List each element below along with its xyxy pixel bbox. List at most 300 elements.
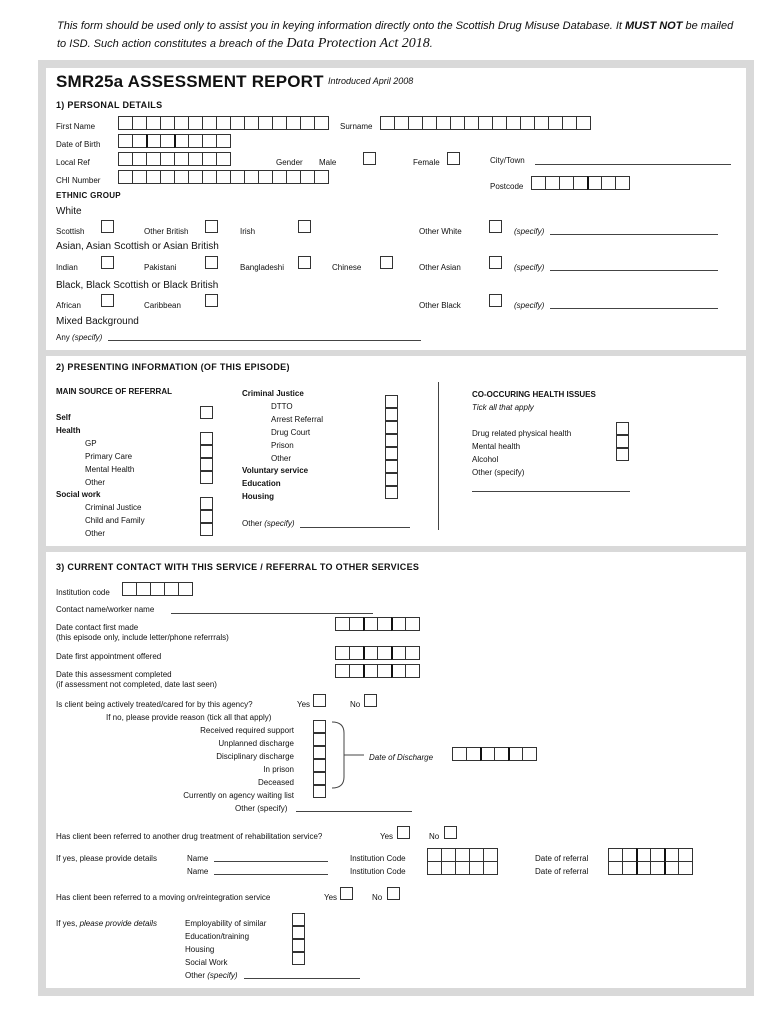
char-box[interactable]: [441, 848, 456, 862]
education-training-checkbox[interactable]: [292, 926, 305, 939]
city-label: City/Town: [490, 156, 525, 165]
char-box[interactable]: [450, 116, 465, 130]
char-box[interactable]: [244, 170, 259, 184]
referred-no-checkbox[interactable]: [444, 826, 457, 839]
char-box[interactable]: [174, 152, 189, 166]
char-box[interactable]: [136, 582, 151, 596]
date-referral1-field[interactable]: [608, 848, 693, 862]
pakistani-label: Pakistani: [144, 263, 177, 272]
char-box[interactable]: [650, 848, 665, 862]
char-box[interactable]: [678, 848, 693, 862]
assess-date-field[interactable]: [335, 664, 420, 678]
name2-label: Name: [187, 867, 209, 876]
dtto-checkbox[interactable]: [385, 395, 398, 408]
section-heading-presenting: 2) PRESENTING INFORMATION (OF THIS EPISODE): [56, 362, 290, 372]
other-specify-line[interactable]: [300, 527, 410, 528]
dob-field[interactable]: [118, 134, 231, 148]
inst-code2-label: Institution Code: [350, 867, 406, 876]
char-box[interactable]: [650, 861, 665, 875]
mixed-heading: Mixed Background: [56, 316, 139, 327]
asian-heading: Asian, Asian Scottish or Asian British: [56, 241, 219, 252]
char-box[interactable]: [380, 116, 395, 130]
reason-other-label: Other (specify): [235, 804, 288, 813]
indian-checkbox[interactable]: [101, 256, 114, 269]
inst-code1-label: Institution Code: [350, 854, 406, 863]
waiting-label: Currently on agency waiting list: [183, 791, 294, 800]
date-referral1-label: Date of referral: [535, 854, 589, 863]
char-box[interactable]: [174, 170, 189, 184]
social-work-label: Social work: [56, 490, 101, 499]
char-box[interactable]: [576, 116, 591, 130]
discharge-bracket: [330, 721, 370, 791]
char-box[interactable]: [349, 664, 364, 678]
char-box[interactable]: [587, 176, 602, 190]
self-label: Self: [56, 413, 71, 422]
char-box[interactable]: [559, 176, 574, 190]
moving-social-work-checkbox[interactable]: [292, 952, 305, 965]
male-checkbox[interactable]: [363, 152, 376, 165]
inst-code2-field[interactable]: [427, 861, 498, 875]
education-checkbox[interactable]: [385, 473, 398, 486]
char-box[interactable]: [664, 861, 679, 875]
char-box[interactable]: [146, 170, 161, 184]
char-box[interactable]: [216, 170, 231, 184]
char-box[interactable]: [391, 664, 406, 678]
char-box[interactable]: [391, 617, 406, 631]
voluntary-checkbox[interactable]: [385, 460, 398, 473]
prison-checkbox[interactable]: [385, 434, 398, 447]
if-yes-label: If yes, please provide details: [56, 854, 157, 863]
referred-no-label: No: [429, 832, 440, 841]
date-referral2-field[interactable]: [608, 861, 693, 875]
gp-checkbox[interactable]: [200, 432, 213, 445]
char-box[interactable]: [160, 170, 175, 184]
char-box[interactable]: [636, 848, 651, 862]
char-box[interactable]: [146, 116, 161, 130]
other-black-specify-label: (specify): [514, 301, 545, 310]
surname-label: Surname: [340, 122, 373, 131]
char-box[interactable]: [391, 646, 406, 660]
char-box[interactable]: [272, 116, 287, 130]
char-box[interactable]: [478, 116, 493, 130]
char-box[interactable]: [664, 848, 679, 862]
moving-yes-label: Yes: [324, 893, 338, 902]
char-box[interactable]: [427, 861, 442, 875]
dtto-label: DTTO: [271, 402, 293, 411]
self-checkbox[interactable]: [200, 406, 213, 419]
housing-label: Housing: [242, 492, 274, 501]
co-mental-label: Mental health: [472, 442, 521, 451]
char-box[interactable]: [506, 116, 521, 130]
char-box[interactable]: [122, 582, 137, 596]
char-box[interactable]: [118, 170, 133, 184]
alcohol-checkbox[interactable]: [616, 448, 629, 461]
char-box[interactable]: [286, 170, 301, 184]
char-box[interactable]: [118, 152, 133, 166]
indian-label: Indian: [56, 263, 78, 272]
unplanned-checkbox[interactable]: [313, 733, 326, 746]
drug-court-checkbox[interactable]: [385, 421, 398, 434]
char-box[interactable]: [202, 152, 217, 166]
voluntary-label: Voluntary service: [242, 466, 309, 475]
char-box[interactable]: [118, 116, 133, 130]
char-box[interactable]: [405, 664, 420, 678]
health-other-label: Other: [85, 478, 106, 487]
contact-panel: [46, 552, 746, 988]
surname-field[interactable]: [380, 116, 591, 130]
if-no-label: If no, please provide reason (tick all that apply): [106, 713, 272, 722]
cj-other-checkbox[interactable]: [385, 447, 398, 460]
char-box[interactable]: [363, 617, 378, 631]
mixed-specify-line[interactable]: [108, 340, 421, 341]
primary-care-checkbox[interactable]: [200, 445, 213, 458]
postcode-field[interactable]: [531, 176, 630, 190]
char-box[interactable]: [601, 176, 616, 190]
name1-label: Name: [187, 854, 209, 863]
reason-other-line[interactable]: [296, 811, 412, 812]
actively-yes-label: Yes: [297, 700, 311, 709]
char-box[interactable]: [160, 116, 175, 130]
char-box[interactable]: [188, 170, 203, 184]
presenting-info-panel: [46, 356, 746, 546]
disciplinary-checkbox[interactable]: [313, 746, 326, 759]
introduced-date: Introduced April 2008: [328, 76, 414, 86]
char-box[interactable]: [436, 116, 451, 130]
char-box[interactable]: [469, 861, 484, 875]
child-family-label: Child and Family: [85, 516, 145, 525]
char-box[interactable]: [230, 170, 245, 184]
char-box[interactable]: [422, 116, 437, 130]
co-other-specify-line[interactable]: [472, 491, 630, 492]
scottish-label: Scottish: [56, 227, 85, 236]
moving-other-line[interactable]: [244, 978, 360, 979]
char-box[interactable]: [483, 861, 498, 875]
sw-criminal-justice-checkbox[interactable]: [200, 497, 213, 510]
education-label: Education: [242, 479, 281, 488]
other-white-checkbox[interactable]: [489, 220, 502, 233]
moving-housing-checkbox[interactable]: [292, 939, 305, 952]
female-label: Female: [413, 158, 440, 167]
ethnic-group-heading: ETHNIC GROUP: [56, 191, 121, 200]
char-box[interactable]: [132, 134, 147, 148]
char-box[interactable]: [335, 664, 350, 678]
actively-yes-checkbox[interactable]: [313, 694, 326, 707]
assess-note: (if assessment not completed, date last seen): [56, 680, 217, 689]
personal-details-panel: [46, 68, 746, 350]
deceased-label: Deceased: [257, 778, 294, 787]
white-heading: White: [56, 206, 82, 217]
chi-label: CHI Number: [56, 176, 101, 185]
char-box[interactable]: [405, 617, 420, 631]
char-box[interactable]: [300, 170, 315, 184]
first-appt-date-field[interactable]: [335, 646, 420, 660]
char-box[interactable]: [408, 116, 423, 130]
char-box[interactable]: [363, 646, 378, 660]
received-label: Received required support: [200, 726, 294, 735]
in-prison-checkbox[interactable]: [313, 759, 326, 772]
char-box[interactable]: [608, 861, 623, 875]
discharge-date-field[interactable]: [452, 747, 537, 761]
char-box[interactable]: [548, 116, 563, 130]
co-other-label: Other (specify): [472, 468, 525, 477]
drug-physical-label: Drug related physical health: [472, 429, 572, 438]
mental-health-label: Mental Health: [85, 465, 135, 474]
gp-label: GP: [85, 439, 97, 448]
main-source-heading: MAIN SOURCE OF REFERRAL: [56, 387, 172, 396]
char-box[interactable]: [452, 747, 467, 761]
criminal-justice-label: Criminal Justice: [242, 389, 304, 398]
if-yes2-label: If yes, please provide details: [56, 919, 157, 928]
char-box[interactable]: [146, 152, 161, 166]
char-box[interactable]: [531, 176, 546, 190]
other-black-specify-line[interactable]: [550, 308, 718, 309]
char-box[interactable]: [132, 116, 147, 130]
char-box[interactable]: [363, 664, 378, 678]
tick-all-note: Tick all that apply: [472, 403, 534, 412]
char-box[interactable]: [394, 116, 409, 130]
other-white-label: Other White: [419, 227, 462, 236]
char-box[interactable]: [562, 116, 577, 130]
char-box[interactable]: [455, 861, 470, 875]
employability-checkbox[interactable]: [292, 913, 305, 926]
first-made-date-field[interactable]: [335, 617, 420, 631]
employability-label: Employability of similar: [185, 919, 267, 928]
char-box[interactable]: [258, 116, 273, 130]
contact-name-label: Contact name/worker name: [56, 605, 155, 614]
char-box[interactable]: [146, 134, 161, 148]
char-box[interactable]: [202, 116, 217, 130]
other-asian-label: Other Asian: [419, 263, 461, 272]
referred-yes-label: Yes: [380, 832, 394, 841]
char-box[interactable]: [258, 170, 273, 184]
inst-code1-field[interactable]: [427, 848, 498, 862]
char-box[interactable]: [573, 176, 588, 190]
in-prison-label: In prison: [263, 765, 294, 774]
education-training-label: Education/training: [185, 932, 250, 941]
alcohol-label: Alcohol: [472, 455, 499, 464]
mental-health-checkbox[interactable]: [200, 458, 213, 471]
char-box[interactable]: [216, 134, 231, 148]
first-made-label: Date contact first made: [56, 623, 139, 632]
char-box[interactable]: [202, 134, 217, 148]
co-mental-checkbox[interactable]: [616, 435, 629, 448]
primary-care-label: Primary Care: [85, 452, 133, 461]
health-other-checkbox[interactable]: [200, 471, 213, 484]
actively-no-label: No: [350, 700, 361, 709]
sw-criminal-justice-label: Criminal Justice: [85, 503, 142, 512]
char-box[interactable]: [636, 861, 651, 875]
char-box[interactable]: [335, 646, 350, 660]
african-checkbox[interactable]: [101, 294, 114, 307]
char-box[interactable]: [480, 747, 495, 761]
char-box[interactable]: [622, 861, 637, 875]
char-box[interactable]: [494, 747, 509, 761]
drug-court-label: Drug Court: [271, 428, 311, 437]
char-box[interactable]: [455, 848, 470, 862]
char-box[interactable]: [164, 582, 179, 596]
other-asian-specify-label: (specify): [514, 263, 545, 272]
char-box[interactable]: [520, 116, 535, 130]
char-box[interactable]: [286, 116, 301, 130]
char-box[interactable]: [188, 152, 203, 166]
char-box[interactable]: [469, 848, 484, 862]
referred-drug-label: Has client been referred to another drug treatment of rehabilitation service?: [56, 832, 323, 841]
local-ref-label: Local Ref: [56, 158, 90, 167]
char-box[interactable]: [377, 646, 392, 660]
char-box[interactable]: [405, 646, 420, 660]
char-box[interactable]: [615, 176, 630, 190]
char-box[interactable]: [272, 170, 287, 184]
institution-code-label: Institution code: [56, 588, 110, 597]
section-heading-personal: 1) PERSONAL DETAILS: [56, 100, 163, 110]
postcode-label: Postcode: [490, 182, 524, 191]
bangladeshi-checkbox[interactable]: [298, 256, 311, 269]
unplanned-label: Unplanned discharge: [218, 739, 294, 748]
actively-no-checkbox[interactable]: [364, 694, 377, 707]
char-box[interactable]: [464, 116, 479, 130]
african-label: African: [56, 301, 81, 310]
char-box[interactable]: [178, 582, 193, 596]
moving-housing-label: Housing: [185, 945, 215, 954]
char-box[interactable]: [314, 170, 329, 184]
cj-other-label: Other: [271, 454, 292, 463]
char-box[interactable]: [377, 664, 392, 678]
deceased-checkbox[interactable]: [313, 772, 326, 785]
female-checkbox[interactable]: [447, 152, 460, 165]
char-box[interactable]: [160, 134, 175, 148]
institution-code-field[interactable]: [122, 582, 193, 596]
char-box[interactable]: [492, 116, 507, 130]
waiting-checkbox[interactable]: [313, 785, 326, 798]
housing-checkbox[interactable]: [385, 486, 398, 499]
moving-no-label: No: [372, 893, 383, 902]
disciplinary-label: Disciplinary discharge: [216, 752, 294, 761]
other-asian-checkbox[interactable]: [489, 256, 502, 269]
char-box[interactable]: [608, 848, 623, 862]
other-white-specify-line[interactable]: [550, 234, 718, 235]
bangladeshi-label: Bangladeshi: [240, 263, 285, 272]
chinese-checkbox[interactable]: [380, 256, 393, 269]
section-divider: [438, 382, 439, 530]
char-box[interactable]: [216, 152, 231, 166]
arrest-referral-label: Arrest Referral: [271, 415, 324, 424]
date-referral2-label: Date of referral: [535, 867, 589, 876]
char-box[interactable]: [150, 582, 165, 596]
char-box[interactable]: [174, 134, 189, 148]
any-specify-label: Any (specify): [56, 333, 103, 342]
char-box[interactable]: [188, 134, 203, 148]
irish-label: Irish: [240, 227, 256, 236]
date-discharge-label: Date of Discharge: [369, 753, 434, 762]
child-family-checkbox[interactable]: [200, 510, 213, 523]
moving-no-checkbox[interactable]: [387, 887, 400, 900]
first-name-field[interactable]: [118, 116, 329, 130]
char-box[interactable]: [349, 617, 364, 631]
char-box[interactable]: [160, 152, 175, 166]
moving-on-label: Has client been referred to a moving on/reintegration service: [56, 893, 271, 902]
drug-physical-checkbox[interactable]: [616, 422, 629, 435]
co-occurring-heading: CO-OCCURING HEALTH ISSUES: [472, 390, 596, 399]
sw-other-label: Other: [85, 529, 106, 538]
char-box[interactable]: [466, 747, 481, 761]
char-box[interactable]: [244, 116, 259, 130]
char-box[interactable]: [377, 617, 392, 631]
other-asian-specify-line[interactable]: [550, 270, 718, 271]
sw-other-checkbox[interactable]: [200, 523, 213, 536]
first-appt-label: Date first appointment offered: [56, 652, 162, 661]
other-specify-label: Other (specify): [242, 519, 295, 528]
city-input-line[interactable]: [535, 164, 731, 165]
char-box[interactable]: [545, 176, 560, 190]
char-box[interactable]: [118, 134, 133, 148]
arrest-referral-checkbox[interactable]: [385, 408, 398, 421]
dob-label: Date of Birth: [56, 140, 101, 149]
char-box[interactable]: [174, 116, 189, 130]
char-box[interactable]: [230, 116, 245, 130]
char-box[interactable]: [335, 617, 350, 631]
pakistani-checkbox[interactable]: [205, 256, 218, 269]
received-checkbox[interactable]: [313, 720, 326, 733]
name2-line[interactable]: [214, 874, 328, 875]
first-made-note: (this episode only, include letter/phone referrrals): [56, 633, 229, 642]
moving-social-work-label: Social Work: [185, 958, 228, 967]
moving-other-label: Other (specify): [185, 971, 238, 980]
char-box[interactable]: [522, 747, 537, 761]
other-black-label: Other Black: [419, 301, 461, 310]
char-box[interactable]: [508, 747, 523, 761]
scottish-checkbox[interactable]: [101, 220, 114, 233]
chinese-label: Chinese: [332, 263, 362, 272]
other-black-checkbox[interactable]: [489, 294, 502, 307]
char-box[interactable]: [349, 646, 364, 660]
black-heading: Black, Black Scottish or Black British: [56, 280, 219, 291]
moving-yes-checkbox[interactable]: [340, 887, 353, 900]
char-box[interactable]: [483, 848, 498, 862]
char-box[interactable]: [314, 116, 329, 130]
caribbean-label: Caribbean: [144, 301, 181, 310]
actively-treated-label: Is client being actively treated/cared for by this agency?: [56, 700, 253, 709]
char-box[interactable]: [188, 116, 203, 130]
char-box[interactable]: [300, 116, 315, 130]
caribbean-checkbox[interactable]: [205, 294, 218, 307]
char-box[interactable]: [622, 848, 637, 862]
name1-line[interactable]: [214, 861, 328, 862]
char-box[interactable]: [427, 848, 442, 862]
irish-checkbox[interactable]: [298, 220, 311, 233]
chi-field[interactable]: [118, 170, 329, 184]
char-box[interactable]: [216, 116, 231, 130]
gender-label: Gender: [276, 158, 303, 167]
char-box[interactable]: [132, 170, 147, 184]
char-box[interactable]: [534, 116, 549, 130]
first-name-label: First Name: [56, 122, 96, 131]
char-box[interactable]: [202, 170, 217, 184]
other-british-label: Other British: [144, 227, 189, 236]
other-white-specify-label: (specify): [514, 227, 545, 236]
other-british-checkbox[interactable]: [205, 220, 218, 233]
local-ref-field[interactable]: [118, 152, 231, 166]
char-box[interactable]: [441, 861, 456, 875]
section-heading-contact: 3) CURRENT CONTACT WITH THIS SERVICE / REFERRAL TO OTHER SERVICES: [56, 562, 420, 572]
form-title: SMR25a ASSESSMENT REPORT: [56, 72, 324, 91]
referred-yes-checkbox[interactable]: [397, 826, 410, 839]
char-box[interactable]: [132, 152, 147, 166]
health-label: Health: [56, 426, 81, 435]
male-label: Male: [319, 158, 337, 167]
assess-done-label: Date this assessment completed: [56, 670, 172, 679]
contact-name-line[interactable]: [171, 613, 373, 614]
char-box[interactable]: [678, 861, 693, 875]
